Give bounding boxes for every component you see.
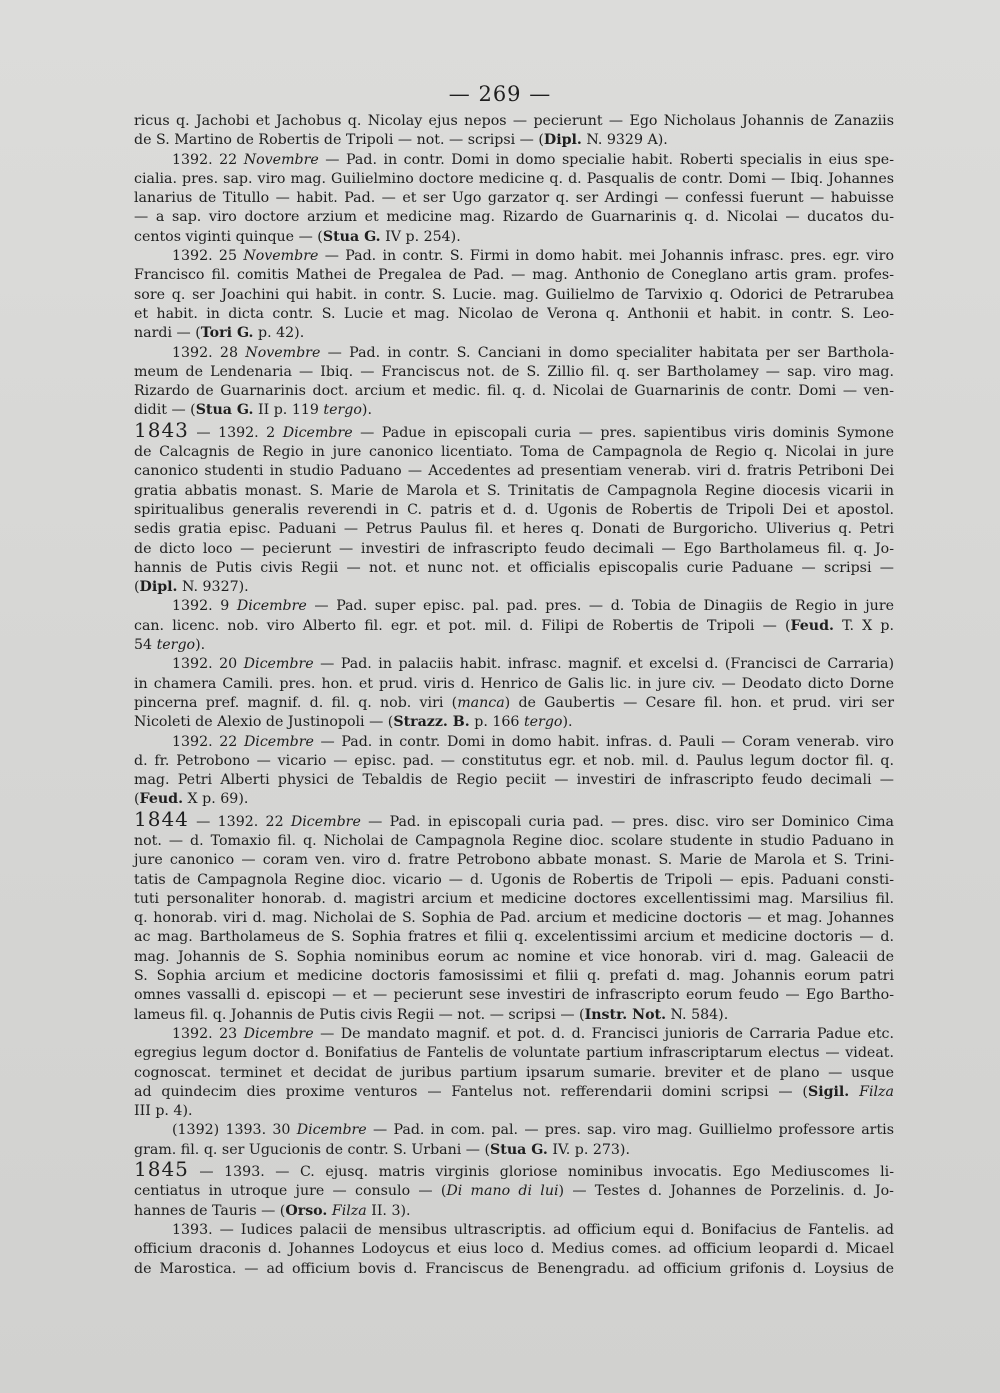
text-line: omnes vassalli d. episcopi — et — pecierunt sese investiri de infrascripto eorum feudo — Ego Bartho- bbox=[134, 987, 894, 1004]
text-line: nardi — (Tori G. p. 42). bbox=[134, 325, 305, 342]
text-line: gratia abbatis monast. S. Marie de Marola et S. Trinitatis de Campagnola Regine diocesis vicarii in bbox=[134, 482, 894, 499]
text-line: q. honorab. viri d. mag. Nicholai de S. Sophia de Pad. arcium et medicine doctoris — et mag. Johannes bbox=[134, 910, 894, 927]
text-line: in chamera Camili. pres. hon. et prud. viris d. Henrico de Galis lic. in jure civ. — Deodato dicto Dorne bbox=[134, 675, 894, 692]
text-line: S. Sophia arcium et medicine doctoris famosissimi et filii q. prefati d. mag. Johannis eorum patri bbox=[134, 968, 894, 985]
text-line: officium draconis d. Johannes Lodoycus et eius loco d. Medius comes. ad officium leopardi d. Micael bbox=[134, 1241, 894, 1258]
text-line: 54 tergo). bbox=[134, 637, 206, 654]
text-line: 1392. 9 Dicembre — Pad. super episc. pal. pad. pres. — d. Tobia de Dinagiis de Regio in jure bbox=[172, 598, 894, 615]
text-line: et habit. in dicta contr. S. Lucie et mag. Nicolao de Verona q. Anthonii et habit. in contr. S. Leo- bbox=[134, 305, 894, 322]
document-number: 1845 bbox=[134, 1157, 189, 1182]
text-line: III p. 4). bbox=[134, 1103, 193, 1120]
text-line: Francisco fil. comitis Mathei de Pregalea de Pad. — mag. Anthonio de Coneglano artis gram. profes- bbox=[134, 267, 894, 284]
text-line: spiritualibus generalis reverendi in C. patris et d. d. Ugonis de Robertis de Tripoli Dei et apostol. bbox=[134, 501, 894, 518]
text-line: mag. Johannis de S. Sophia nominibus eorum ac nomine et vice honorab. viri d. mag. Galeacii de bbox=[134, 948, 894, 965]
text-line: 1392. 25 Novembre — Pad. in contr. S. Firmi in domo habit. mei Johannis infrasc. pres. egr. viro bbox=[172, 248, 894, 265]
text-line: 1392. 22 Novembre — Pad. in contr. Domi in domo specialie habit. Roberti specialis in eius spe- bbox=[172, 151, 894, 168]
body-text bbox=[134, 112, 894, 1279]
text-line: not. — d. Tomaxio fil. q. Nicholai de Campagnola Regine dioc. scolare studente in studio Paduano in bbox=[134, 832, 894, 849]
text-line: meum de Lendenaria — Ibiq. — Franciscus not. de S. Zillio fil. q. ser Bartholamey — sap. viro mag. bbox=[134, 363, 894, 380]
text-line: d. fr. Petrobono — vicario — episc. pad. — constitutus egr. et nob. mil. d. Paulus legum doctor fil. q. bbox=[134, 752, 894, 769]
text-line: 1393. — Iudices palacii de mensibus ultrascriptis. ad officium equi d. Bonifacius de Fantelis. ad bbox=[172, 1221, 894, 1238]
text-line: gram. fil. q. ser Ugucionis de contr. S. Urbani — (Stua G. IV. p. 273). bbox=[134, 1141, 630, 1158]
text-line: de S. Martino de Robertis de Tripoli — not. — scripsi — (Dipl. N. 9329 A). bbox=[134, 132, 668, 149]
text-line: hannis de Putis civis Regii — not. et nunc not. et officialis episcopalis curie Paduane — scripsi — bbox=[134, 559, 894, 576]
text-line: tatis de Campagnola Regine dioc. vicario — d. Ugonis de Robertis de Tripoli — epis. Paduani consti- bbox=[134, 871, 894, 888]
text-line: — a sap. viro doctore arzium et medicine mag. Rizardo de Guarnarinis q. d. Nicolai — ducatos du- bbox=[134, 209, 894, 226]
text-line: Rizardo de Guarnarinis doct. arcium et medic. fil. q. d. Nicolai de Guarnarinis de contr. Domi — ven- bbox=[134, 383, 894, 400]
text-line: de Calcagnis de Regio in jure canonico licentiato. Toma de Campagnola de Regio q. Nicolai in jure bbox=[134, 444, 894, 461]
text-line: ricus q. Jachobi et Jachobus q. Nicolay ejus nepos — pecierunt — Ego Nicholaus Johannis de Zanaziis bbox=[134, 113, 894, 129]
text-line: 1392. 23 Dicembre — De mandato magnif. et pot. d. d. Francisci junioris de Carraria Padue etc. bbox=[172, 1025, 894, 1042]
text-line: lameus fil. q. Johannis de Putis civis Regii — not. — scripsi — (Instr. Not. N. 584). bbox=[134, 1006, 729, 1023]
text-line: (1392) 1393. 30 Dicembre — Pad. in com. pal. — pres. sap. viro mag. Guillielmo professore artis bbox=[172, 1122, 894, 1139]
text-line: sedis gratia episc. Paduani — Petrus Paulus fil. et heres q. Donati de Burgoricho. Uliverius q. Petri bbox=[134, 521, 894, 538]
text-line: jure canonico — coram ven. viro d. fratre Petrobono abbate monast. S. Marie de Marola et S. Trini- bbox=[134, 852, 894, 869]
text-line: 1845 — 1393. — C. ejusq. matris virginis gloriose nominibus invocatis. Ego Mediuscomes li- bbox=[134, 1157, 894, 1182]
text-line: tuti personaliter honorab. d. magistri arcium et medicine doctores excellentissimi mag. Marsilius fil. bbox=[134, 890, 894, 907]
document-number: 1844 bbox=[134, 806, 189, 831]
text-line: sore q. ser Joachini qui habit. in contr. S. Lucie. mag. Guilielmo de Tarvixio q. Odorici de Petrarubea bbox=[134, 286, 894, 303]
text-line: didit — (Stua G. II p. 119 tergo). bbox=[134, 402, 372, 419]
text-line: egregius legum doctor d. Bonifatius de Fantelis de voluntate partium infrascriptarum electus — videat. bbox=[134, 1045, 894, 1062]
text-line: canonico studenti in studio Paduano — Accedentes ad presentiam venerab. viri d. fratris Petriboni Dei bbox=[134, 463, 894, 480]
text-line: 1392. 28 Novembre — Pad. in contr. S. Canciani in domo specialiter habitata per ser Barthola- bbox=[172, 344, 894, 361]
text-line: Nicoleti de Alexio de Justinopoli — (Strazz. B. p. 166 tergo). bbox=[134, 714, 573, 731]
text-line: 1392. 20 Dicembre — Pad. in palaciis habit. infrasc. magnif. et excelsi d. (Francisci de Carraria) bbox=[172, 656, 894, 673]
text-line: 1843 — 1392. 2 Dicembre — Padue in episcopali curia — pres. sapientibus viris dominis Symone bbox=[134, 417, 894, 442]
page-number: — 269 — bbox=[448, 82, 552, 106]
text-line: mag. Petri Alberti physici de Tebaldis de Regio peciit — investiri de infrascripto feudo decimali — bbox=[134, 772, 894, 789]
text-line: ad quindecim dies proxime venturos — Fantelus not. refferendarii domini scripsi — (Sigil. Filza bbox=[134, 1083, 894, 1100]
text-line: lanarius de Titullo — habit. Pad. — et ser Ugo garzator q. ser Ardingi — confessi fuerunt — habuisse bbox=[134, 190, 894, 207]
text-line: 1392. 22 Dicembre — Pad. in contr. Domi in domo habit. infras. d. Pauli — Coram venerab. viro bbox=[172, 733, 894, 750]
text-line: de dicto loco — pecierunt — investiri de infrascripto feudo decimali — Ego Bartholameus fil. q. Jo- bbox=[134, 540, 894, 557]
text-line: can. licenc. nob. viro Alberto fil. egr. et pot. mil. d. Filipi de Robertis de Tripoli — (Feud. T. X p. bbox=[134, 617, 894, 634]
text-line: de Marostica. — ad officium bovis d. Franciscus de Benengradu. ad officium grifonis d. Loysius de bbox=[134, 1260, 894, 1277]
text-line: pincerna pref. magnif. d. fil. q. nob. viri (manca) de Gaubertis — Cesare fil. hon. et prud. viri ser bbox=[134, 694, 894, 711]
text-line: 1844 — 1392. 22 Dicembre — Pad. in episcopali curia pad. — pres. disc. viro ser Dominico Cima bbox=[134, 806, 894, 831]
text-line: hannes de Tauris — (Orso. Filza II. 3). bbox=[134, 1202, 411, 1219]
text-line: (Feud. X p. 69). bbox=[134, 791, 249, 808]
text-line: cialia. pres. sap. viro mag. Guilielmino doctore medicine q. d. Pasqualis de contr. Domi — Ibiq. Johannes bbox=[134, 170, 894, 187]
text-line: (Dipl. N. 9327). bbox=[134, 579, 249, 596]
text-line: ac mag. Bartholameus de S. Sophia fratres et filii q. excelentissimi arcium et medicine doctoris — d. bbox=[134, 929, 894, 946]
document-number: 1843 bbox=[134, 417, 189, 442]
text-line: cognoscat. terminet et decidat de juribus partium ipsarum sumarie. breviter et de plano — usque bbox=[134, 1064, 894, 1081]
text-line: centiatus in utroque jure — consulo — (Di mano di lui) — Testes d. Johannes de Porzelinis. d. Jo- bbox=[134, 1183, 894, 1200]
text-line: centos viginti quinque — (Stua G. IV p. 254). bbox=[134, 228, 461, 245]
